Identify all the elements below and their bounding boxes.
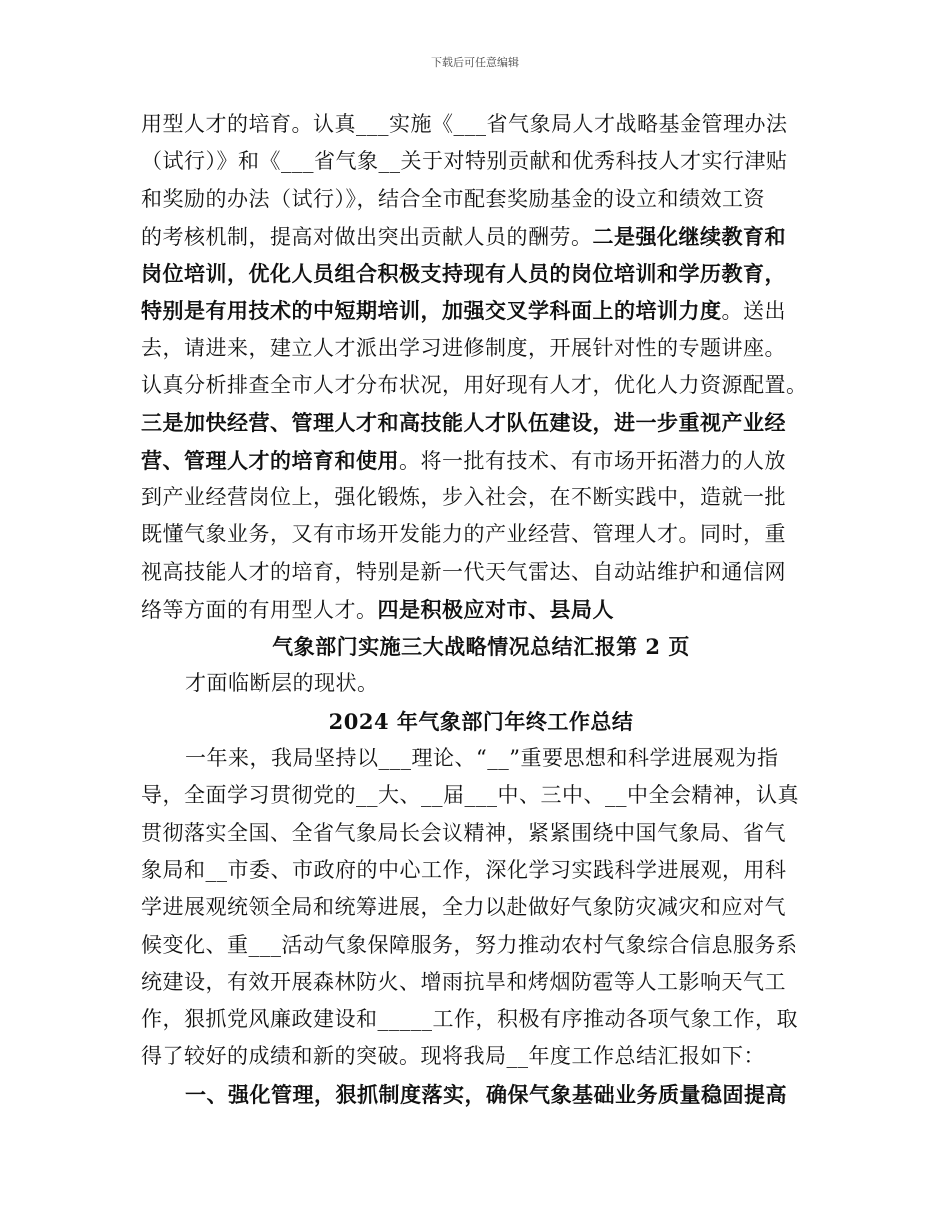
page-footer-title: 气象部门实施三大战略情况总结汇报第 2 页: [272, 634, 690, 660]
text-segment: 既懂气象业务，又有市场开发能力的产业经营、管理人才。同时，重: [141, 522, 786, 547]
text-line: [141, 143, 821, 180]
text-line: 作，狠抓党风廉政建设和_____工作，积极有序推动各项气象工作，取: [141, 1007, 798, 1032]
text-segment: 。将一批有技术、有市场开拓潜力的人放: [399, 448, 786, 473]
text-line: [141, 218, 821, 255]
text-line: [141, 479, 821, 516]
text-line: 一年来，我局坚持以___理论、“__”重要思想和科学进展观为指: [185, 746, 779, 771]
text-line: 导，全面学习贯彻党的__大、__届___中、三中、__中全会精神，认真: [141, 783, 799, 808]
text-segment: 认真分析排查全市人才分布状况，用好现有人才，优化人力资源配置。: [141, 373, 808, 398]
bold-text-segment: 三是加快经营、管理人才和高技能人才队伍建设，进一步重视产业经: [141, 410, 786, 436]
text-segment: 用型人才的培育。认真___实施《___省气象局人才战略基金管理办法: [141, 112, 788, 136]
text-line: [141, 367, 821, 404]
continuation-line: 才面临断层的现状。: [185, 671, 379, 696]
text-segment: （试行）》和《___省气象__关于对特别贡献和优秀科技人才实行津贴: [141, 149, 788, 174]
page1-paragraph: [141, 106, 821, 628]
page-header-note: 下载后可任意编辑: [431, 56, 519, 69]
text-segment: 和奖励的办法（试行）》，结合全市配套奖励基金的设立和绩效工资: [141, 186, 765, 211]
text-line: [141, 106, 821, 143]
bold-text-segment: 岗位培训，优化人员组合积极支持现有人员的岗位培训和学历教育，: [141, 261, 786, 287]
intro-paragraph: [141, 740, 821, 1076]
bold-text-segment: 二是强化继续教育和: [592, 223, 786, 249]
text-line: [141, 516, 821, 553]
text-line: [141, 554, 821, 591]
text-segment: 络等方面的有用型人才。: [141, 597, 378, 622]
bold-text-segment: 特别是有用技术的中短期培训，加强交叉学科面上的培训力度: [141, 298, 722, 324]
document-body: [141, 106, 821, 1113]
text-segment: 到产业经营岗位上，强化锻炼，步入社会，在不断实践中，造就一批: [141, 484, 786, 509]
text-segment: 视高技能人才的培育，特别是新一代天气雷达、自动站维护和通信网: [141, 559, 786, 584]
text-segment: 的考核机制，提高对做出突出贡献人员的酬劳。: [141, 224, 593, 249]
document-title: 2024 年气象部门年终工作总结: [328, 708, 634, 734]
text-line: 统建设，有效开展森林防火、增雨抗旱和烤烟防雹等人工影响天气工: [141, 969, 786, 994]
text-line: 象局和__市委、市政府的中心工作，深化学习实践科学进展观，用科: [141, 857, 787, 882]
text-line: 学进展观统领全局和统筹进展，全力以赴做好气象防灾减灾和应对气: [141, 895, 786, 920]
section-1-heading: 一、强化管理，狠抓制度落实，确保气象基础业务质量稳固提高: [185, 1081, 787, 1107]
text-segment: 去，请进来，建立人才派出学习进修制度，开展针对性的专题讲座。: [141, 335, 786, 360]
text-line: 候变化、重___活动气象保障服务，努力推动农村气象综合信息服务系: [141, 932, 798, 957]
text-line: [141, 442, 821, 479]
text-line: 贯彻落实全国、全省气象局长会议精神，紧紧围绕中国气象局、省气: [141, 820, 786, 845]
bold-text-segment: 营、管理人才的培育和使用: [141, 447, 399, 473]
text-line: [141, 292, 821, 329]
text-segment: 。送出: [721, 299, 786, 324]
bold-text-segment: 四是积极应对市、县局人: [377, 596, 614, 622]
text-line: 得了较好的成绩和新的突破。现将我局__年度工作总结汇报如下：: [141, 1044, 765, 1069]
text-line: [141, 404, 821, 441]
text-line: [141, 591, 821, 628]
text-line: [141, 330, 821, 367]
text-line: [141, 255, 821, 292]
text-line: [141, 181, 821, 218]
